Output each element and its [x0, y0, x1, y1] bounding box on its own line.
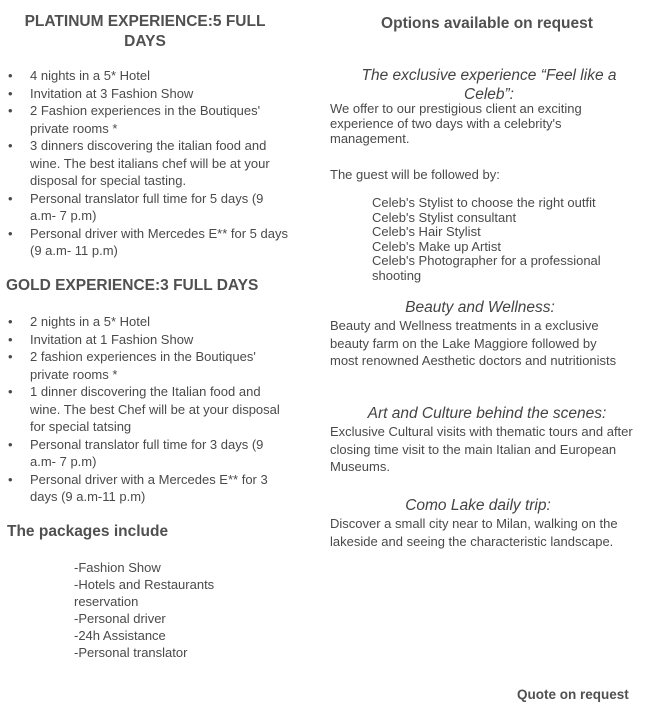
como-title: Como Lake daily trip: — [405, 497, 551, 514]
platinum-item: • Personal driver with Mercedes E** for 5 days (9 a.m- 11 p.m) — [0, 225, 290, 260]
beauty-text: Beauty and Wellness treatments in a exclusive beauty farm on the Lake Maggiore followed by most renowned Aesthetic doctors and nutritionists — [330, 318, 617, 368]
includes-item: -Fashion Show — [74, 560, 161, 575]
beauty-title: Beauty and Wellness: — [405, 299, 555, 316]
celeb-item: Celeb's Make up Artist — [372, 238, 501, 254]
includes-item: -Personal translator — [74, 645, 188, 660]
art-text: Exclusive Cultural visits with thematic tours and after closing time visit to the main Italian and European Museums. — [330, 424, 633, 474]
gold-item: • Personal driver with a Mercedes E** for 3 days (9 a.m-11 p.m) — [0, 471, 290, 506]
celeb-followed: The guest will be followed by: — [330, 167, 500, 182]
celeb-list — [372, 196, 634, 283]
celeb-item: Celeb's Hair Stylist — [372, 224, 481, 239]
gold-item: • Invitation at 1 Fashion Show — [0, 331, 290, 349]
celeb-text: We offer to our prestigious client an exciting experience of two days with a celebrity's management. — [330, 101, 582, 146]
includes-item: -24h Assistance — [74, 628, 166, 643]
gold-item: • 2 nights in a 5* Hotel — [0, 313, 290, 331]
gold-title: GOLD EXPERIENCE:3 FULL DAYS — [6, 277, 259, 294]
platinum-list — [0, 67, 290, 260]
art-title: Art and Culture behind the scenes: — [367, 405, 607, 422]
platinum-title — [10, 12, 280, 52]
platinum-item: • 3 dinners discovering the italian food and wine. The best italians chef will be at your disposal for special tasting. — [0, 137, 290, 190]
celeb-item: Celeb's Stylist consultant — [372, 209, 517, 225]
platinum-item: • Invitation at 3 Fashion Show — [0, 85, 290, 103]
platinum-item: • Personal translator full time for 5 days (9 a.m- 7 p.m) — [0, 190, 290, 225]
platinum-title-line1: PLATINUM EXPERIENCE:5 FULL — [24, 13, 266, 30]
platinum-item: • 2 Fashion experiences in the Boutiques' private rooms * — [0, 102, 290, 137]
celeb-item: Celeb's Stylist to choose the right outfit — [372, 195, 596, 210]
platinum-title-line2: DAYS — [124, 33, 166, 50]
gold-item: • Personal translator full time for 3 days (9 a.m- 7 p.m) — [0, 436, 290, 471]
celeb-title: The exclusive experience “Feel like a Celeb”: — [361, 67, 617, 103]
como-text: Discover a small city near to Milan, walking on the lakeside and seeing the characteristic landscape. — [330, 516, 618, 549]
platinum-item: • 4 nights in a 5* Hotel — [0, 67, 290, 85]
options-title: Options available on request — [381, 15, 593, 32]
gold-item: • 2 fashion experiences in the Boutiques' private rooms * — [0, 348, 290, 383]
gold-list — [0, 313, 290, 506]
celeb-item: Celeb's Photographer for a professional shooting — [372, 253, 601, 283]
quote-footer: Quote on request — [517, 687, 629, 702]
includes-list — [74, 559, 249, 661]
includes-item: -Personal driver — [74, 611, 166, 626]
includes-item: -Hotels and Restaurants reservation — [74, 577, 215, 609]
includes-title: The packages include — [7, 523, 169, 540]
gold-item: • 1 dinner discovering the Italian food and wine. The best Chef will be at your disposal for special tatsing — [0, 383, 290, 436]
